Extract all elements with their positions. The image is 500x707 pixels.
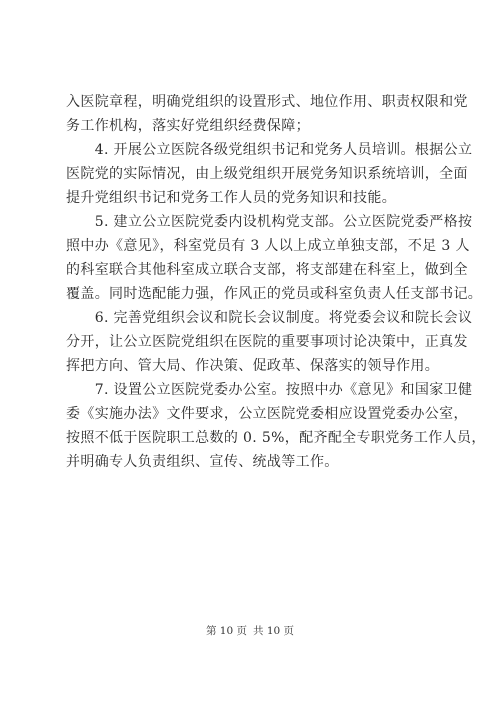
text-line: 并明确专人负责组织、宣传、统战等工作。 (66, 454, 339, 470)
text-line: 委《实施办法》文件要求，公立医院党委相应设置党委办公室， (66, 406, 468, 422)
text-line: 4. 开展公立医院各级党组织书记和党务人员培训。根据公立 (66, 142, 473, 158)
page-total: 共 10 页 (253, 625, 295, 637)
body-text (66, 90, 486, 474)
text-line: 务工作机构，落实好党组织经费保障； (66, 118, 310, 134)
text-line: 覆盖。同时选配能力强，作风正的党员或科室负责人任支部书记。 (66, 286, 483, 302)
text-line: 5. 建立公立医院党委内设机构党支部。公立医院党委严格按 (66, 214, 473, 230)
text-line: 挥把方向、管大局、作决策、促政革、保落实的领导作用。 (66, 358, 440, 374)
text-line: 提升党组织书记和党务工作人员的党务知识和技能。 (66, 190, 397, 206)
text-line: 的科室联合其他科室成立联合支部，将支部建在科室上，做到全 (66, 262, 468, 278)
text-line: 照中办《意见》，科室党员有 3 人以上成立单独支部，不足 3 人 (66, 238, 470, 254)
text-line: 入医院章程，明确党组织的设置形式、地位作用、职责权限和党 (66, 94, 468, 110)
text-line: 按照不低于医院职工总数的 0. 5%，配齐配全专职党务工作人员， (66, 430, 486, 446)
text-line: 6. 完善党组织会议和院长会议制度。将党委会议和院长会议 (66, 310, 473, 326)
text-line: 医院党的实际情况，由上级党组织开展党务知识系统培训，全面 (66, 166, 468, 182)
page-number: 第 10 页 (205, 625, 247, 637)
page-footer (0, 623, 500, 638)
text-line: 7. 设置公立医院党委办公室。按照中办《意见》和国家卫健 (66, 382, 473, 398)
text-line: 分开，让公立医院党组织在医院的重要事项讨论决策中，正真发 (66, 334, 468, 350)
